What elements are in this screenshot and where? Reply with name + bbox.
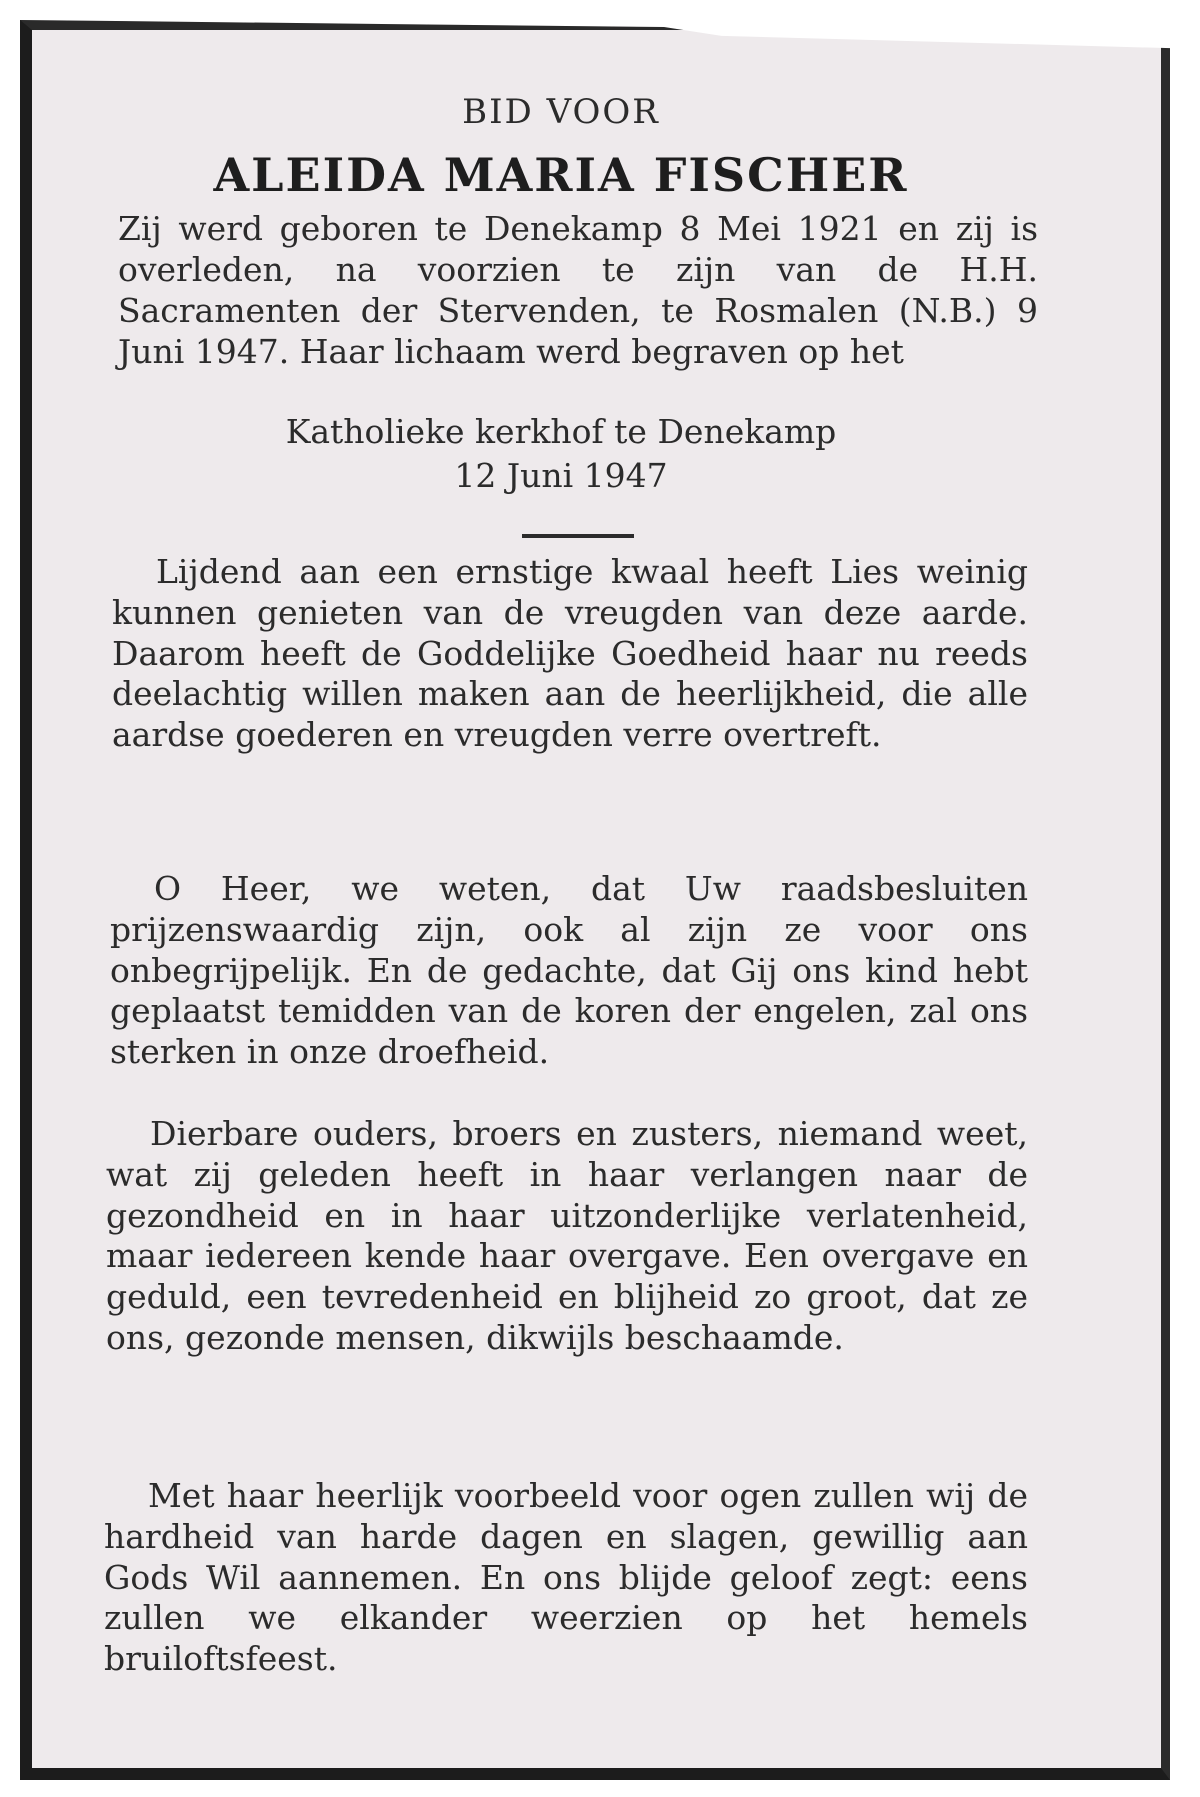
- biographical-details: Zij werd geboren te Denekamp 8 Mei 1921 en zij is overleden, na voorzien te zijn van de H.H. Sacramenten der Stervenden, te Rosmalen (N.B.) 9 Juni 1947. Haar lichaam werd begraven op het: [118, 209, 1038, 371]
- divider-rule: [522, 534, 634, 538]
- burial-place: Katholieke kerkhof te Denekamp: [285, 412, 837, 451]
- paragraph-3: Dierbare ouders, broers en zusters, niemand weet, wat zij geleden heeft in haar verlangen naar de gezondheid en in haar uitzonderlijke verlatenheid, maar iedereen kende haar overgave. Een overgave en geduld, een tevredenheid en blijheid zo groot, dat ze ons, gezonde mensen, dikwijls beschaamde.: [106, 1114, 1028, 1357]
- paragraph-1: Lijdend aan een ernstige kwaal heeft Lies weinig kunnen genieten van de vreugden van deze aarde. Daarom heeft de Goddelijke Goedheid haar nu reeds deelachtig willen maken aan de heerlijkheid, die alle aardse goederen en vreugden verre overtreft.: [112, 552, 1028, 755]
- deceased-name: ALEIDA MARIA FISCHER: [213, 148, 909, 202]
- burial-date: 12 Juni 1947: [454, 456, 668, 495]
- paragraph-2: O Heer, we weten, dat Uw raadsbesluiten prijzenswaardig zijn, ook al zijn ze voor ons onbegrijpelijk. En de gedachte, dat Gij ons kind hebt geplaatst temidden van de koren der engelen, zal ons sterken in onze droefheid.: [110, 869, 1028, 1072]
- card-heading: BID VOOR: [462, 92, 660, 132]
- paragraph-4: Met haar heerlijk voorbeeld voor ogen zullen wij de hardheid van harde dagen en slagen, gewillig aan Gods Wil aannemen. En ons blijde geloof zegt: eens zullen we elkander weerzien op het hemels bruiloftsfeest.: [104, 1476, 1028, 1679]
